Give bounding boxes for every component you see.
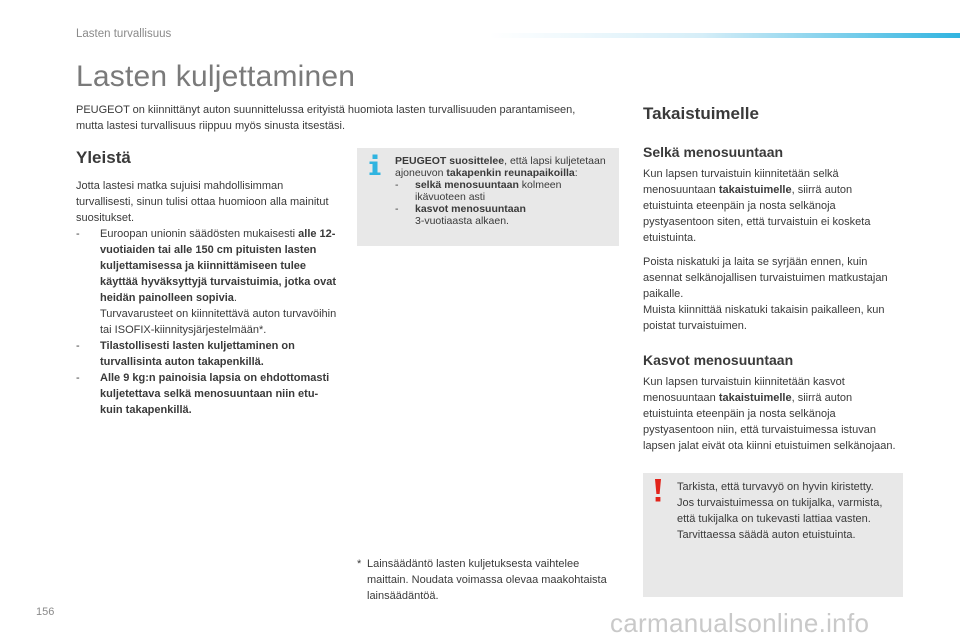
bullet-bold-text: Tilastollisesti lasten kuljettaminen on turvallisinta auton takapenkillä. [100,340,295,368]
recommendation-lead-bold: PEUGEOT suosittelee [395,155,505,167]
item-dash: - [395,179,399,191]
recommendation-item-1 [395,179,611,203]
rear-facing-paragraph-1 [643,166,905,246]
page-number: 156 [36,606,55,618]
general-paragraph: Jotta lastesi matka sujuisi mahdollisimman turvallisesti, sinun tulisi ottaa huomioon alla mainitut suositukset. [76,180,329,224]
recommendation-colon: : [574,167,578,179]
warning-paragraph-2: Jos turvaistuimessa on tukijalka, varmista, että tukijalka on tukevasti lattiaa vasten. Tarvittaessa säädä auton etuistuinta. [677,497,883,541]
recommendation-lead: , että lapsi kuljetetaan ajoneuvon [395,155,606,179]
header-accent-bar [490,33,960,38]
paragraph-text: Kun lapsen turvaistuin kiinnitetään selkä menosuuntaan [643,168,839,196]
general-bullet-3 [76,370,338,418]
general-bullet-1 [76,226,338,338]
bullet-text: Euroopan unionin säädösten mukaisesti [100,228,296,240]
footnote-text: Lainsäädäntö lasten kuljetuksesta vaihtelee maittain. Noudata voimassa olevaa maakohtaista lainsäädäntöä. [367,558,607,602]
warning-paragraph-1: Tarkista, että turvavyö on hyvin kiristetty. [677,481,874,493]
rear-seat-heading: Takaistuimelle [643,104,759,123]
bullet-bold-text: Alle 9 kg:n painoisia lapsia on ehdottomasti kuljetettava selkä menosuuntaan niin etu- kuin takapenkillä. [100,372,330,416]
item-dash: - [395,203,399,215]
item-text: 3-vuotiaasta alkaen. [415,215,509,227]
bullet-dash: - [76,372,80,384]
section-label: Lasten turvallisuus [76,28,172,40]
forward-facing-paragraph [643,374,905,454]
footnote-marker: * [357,558,362,570]
rear-facing-heading: Selkä menosuuntaan [643,144,784,160]
bullet-tail: . [233,292,237,304]
item-bold: selkä menosuuntaan [415,179,519,191]
bullet-extra-text: Turvavarusteet on kiinnitettävä auton turvavöihin tai ISOFIX-kiinnitysjärjestelmään*. [100,308,337,336]
paragraph-text-2: , siirrä auton etuistuinta eteenpäin ja nosta selkänoja pystyasentoon niin, että turvaistuimessa istuvan lapsen jalat eivät ota kiinni etuistuimen selkänojaan. [643,392,896,452]
bullet-bold-text: alle 12-vuotiaiden tai alle 150 cm pituisten lasten kuljettamisessa ja kiinnittämiseen tulee käyttää hyväksyttyjä turvaistuimia, jotka ovat heidän painolleen sopivia [100,228,336,304]
item-bold: kasvot menosuuntaan [415,203,526,215]
watermark: carmanualsonline.info [610,608,870,638]
general-section [76,148,338,418]
rear-facing-paragraph-2: Poista niskatuki ja laita se syrjään ennen, kuin asennat selkänojallisen turvaistuimen matkustajan paikalle. [643,256,888,300]
intro-paragraph: PEUGEOT on kiinnittänyt auton suunnittelussa erityistä huomiota lasten turvallisuuden parantamiseen, mutta lastesi turvallisuus riippuu myös sinusta itsestäsi. [76,104,576,132]
recommendation-text [395,155,611,227]
bullet-dash: - [76,340,80,352]
footnote [357,556,623,604]
recommendation-item-2 [395,203,611,227]
recommendation-lead-bold-2: takapenkin reunapaikoilla [446,167,575,179]
paragraph-bold: takaistuimelle [718,392,792,404]
bullet-dash: - [76,228,80,240]
general-bullet-2 [76,338,338,370]
paragraph-bold: takaistuimelle [718,184,792,196]
item-text: kolmeen ikävuoteen asti [415,179,562,203]
warning-text [677,479,899,543]
recommendation-box [357,148,619,246]
paragraph-text: Kun lapsen turvaistuin kiinnitetään kasvot menosuuntaan [643,376,845,404]
info-icon [367,154,383,176]
exclamation-icon [651,477,665,503]
warning-box [643,473,903,597]
rear-facing-paragraph-3: Muista kiinnittää niskatuki takaisin paikalleen, kun poistat turvaistuimen. [643,304,885,332]
forward-facing-heading: Kasvot menosuuntaan [643,352,794,368]
page-title: Lasten kuljettaminen [76,60,356,93]
rear-seat-section [643,104,905,454]
paragraph-text-2: , siirrä auton etuistuinta eteenpäin ja nosta selkänoja pystyasentoon siten, että turvaistuin ei kosketa etuistuinta. [643,184,871,244]
general-heading: Yleistä [76,148,131,167]
